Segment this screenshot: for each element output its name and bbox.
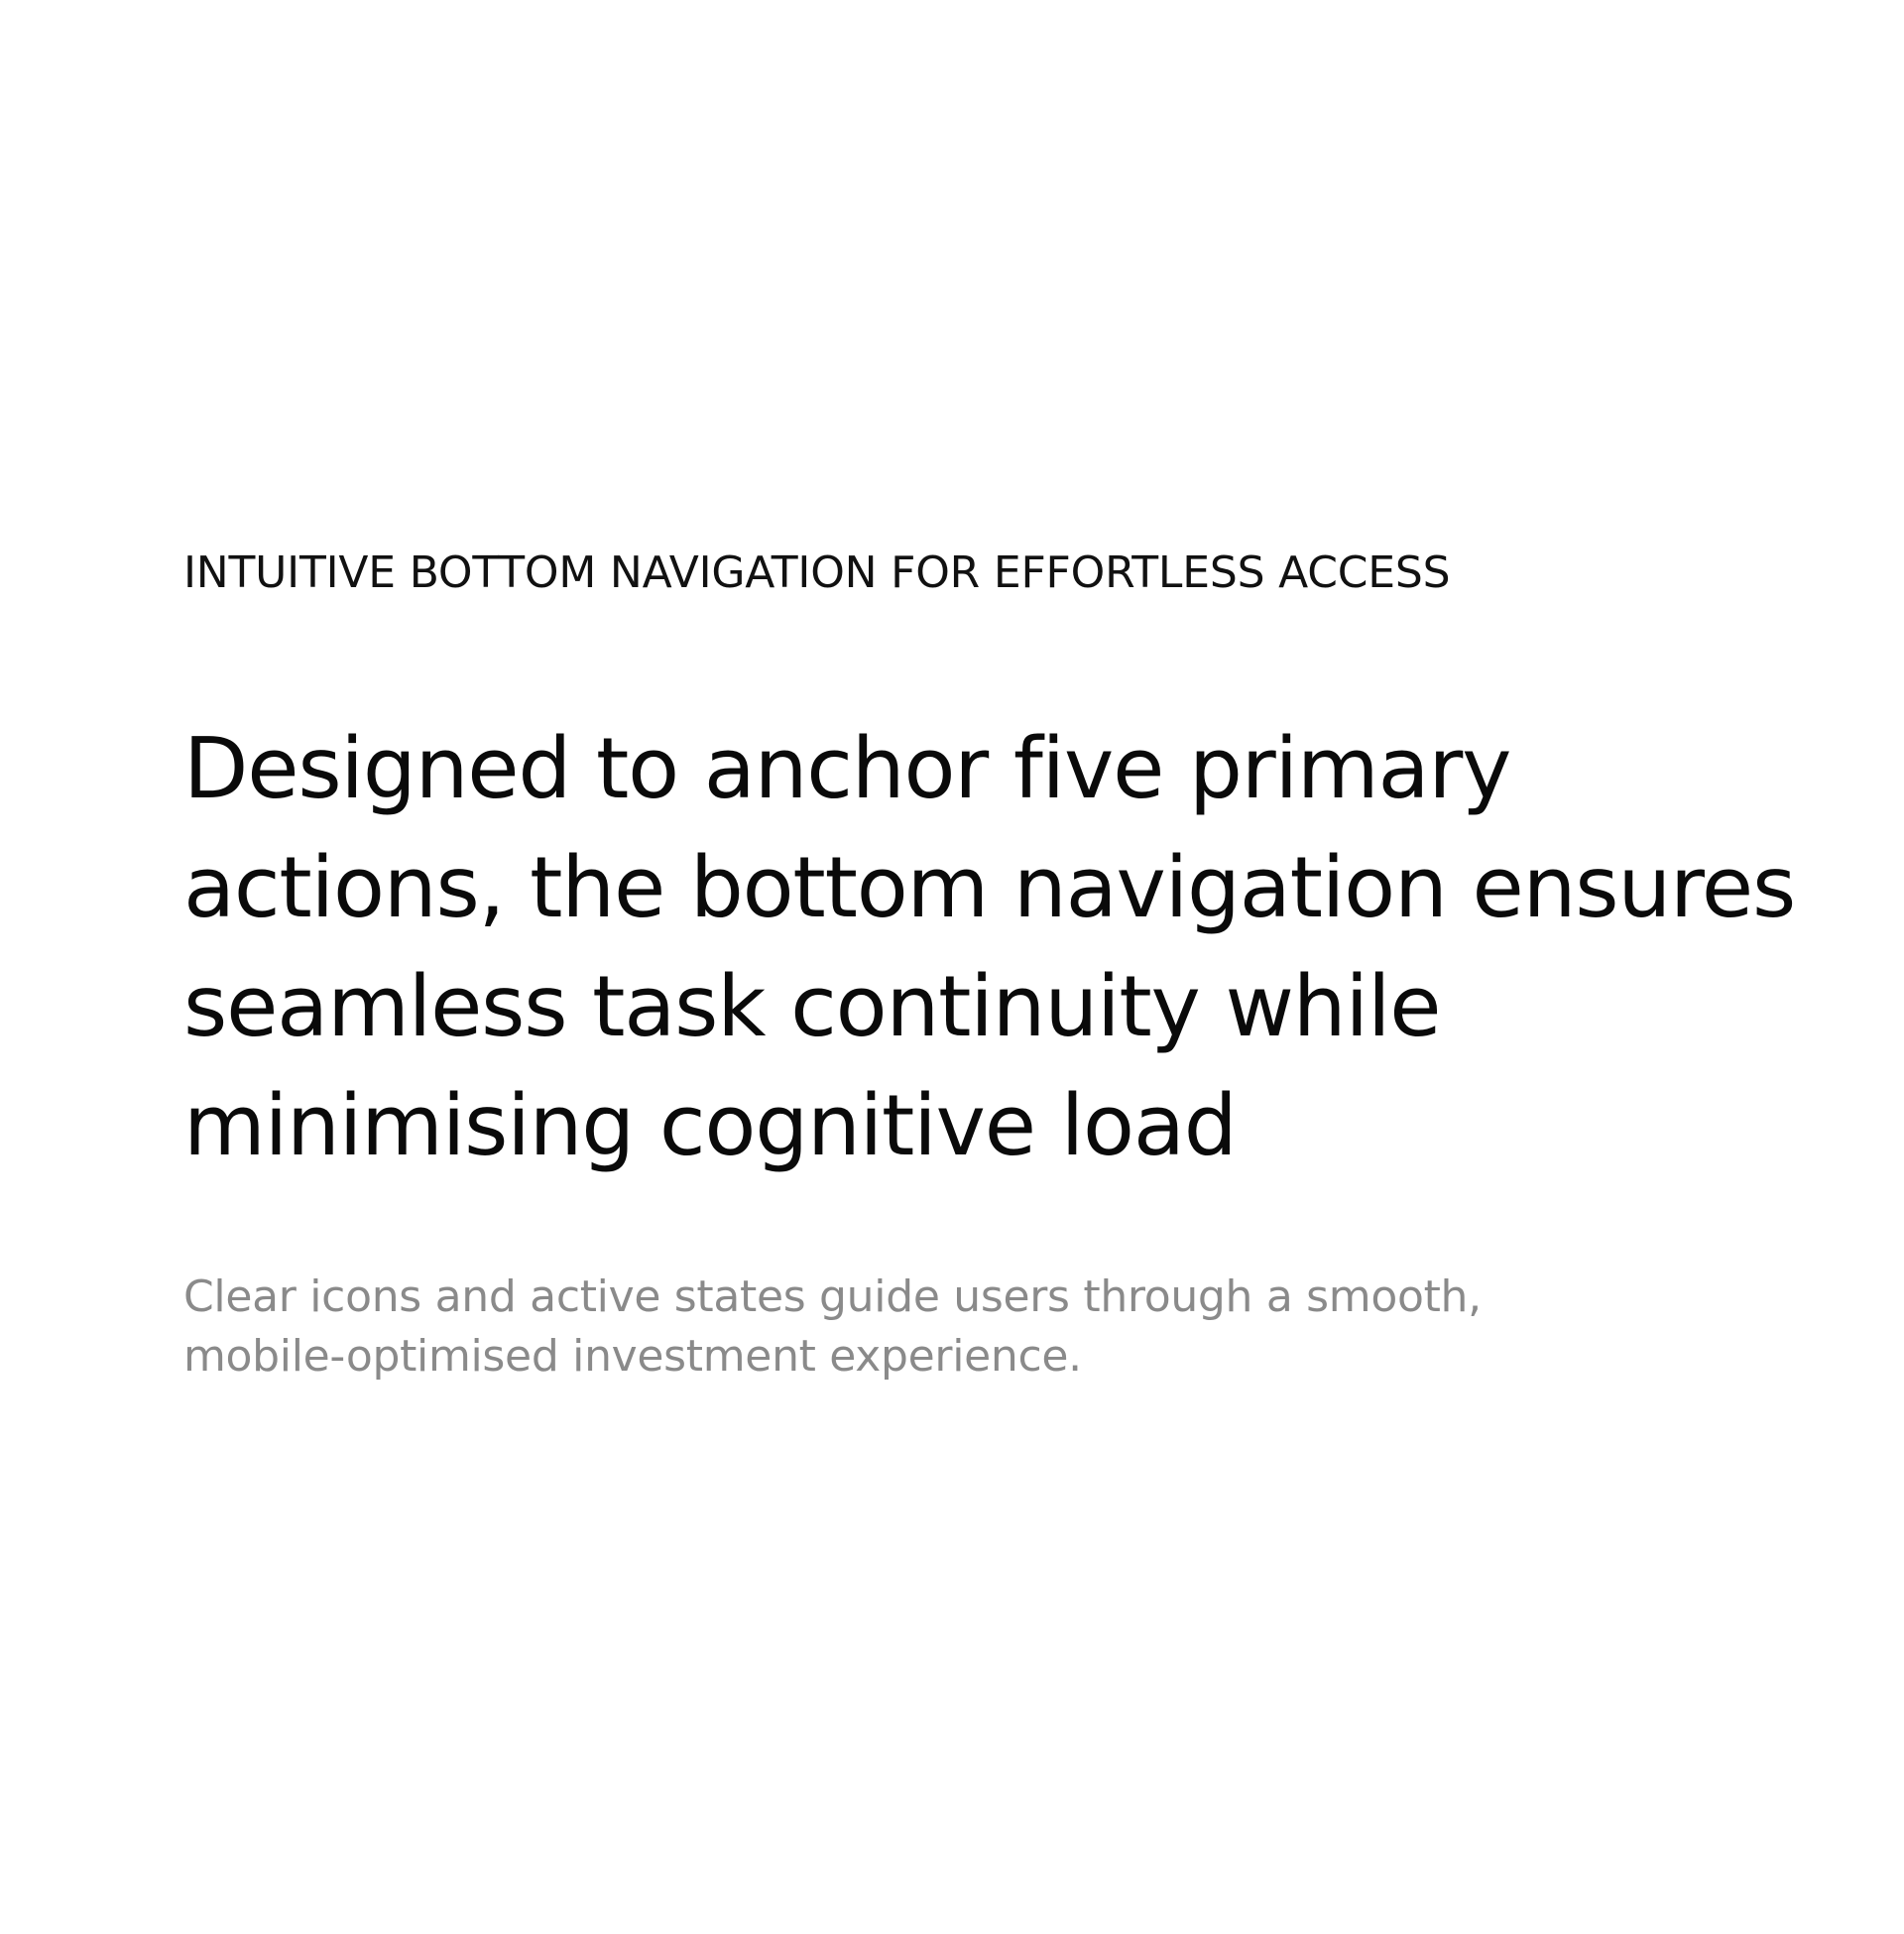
description-line: mobile-optimised investment experience. xyxy=(183,1331,1082,1382)
headline-line: actions, the bottom navigation ensures xyxy=(183,839,1796,937)
headline-line: minimising cognitive load xyxy=(183,1077,1237,1175)
text-section xyxy=(183,544,1796,1387)
headline-line: seamless task continuity while xyxy=(183,958,1441,1056)
description-line: Clear icons and active states guide users through a smooth, xyxy=(183,1271,1482,1322)
eyebrow-label: INTUITIVE BOTTOM NAVIGATION FOR EFFORTLESS ACCESS xyxy=(183,547,1451,598)
description xyxy=(183,1268,1790,1387)
headline-line: Designed to anchor five primary xyxy=(183,720,1511,818)
headline xyxy=(183,710,1796,1186)
